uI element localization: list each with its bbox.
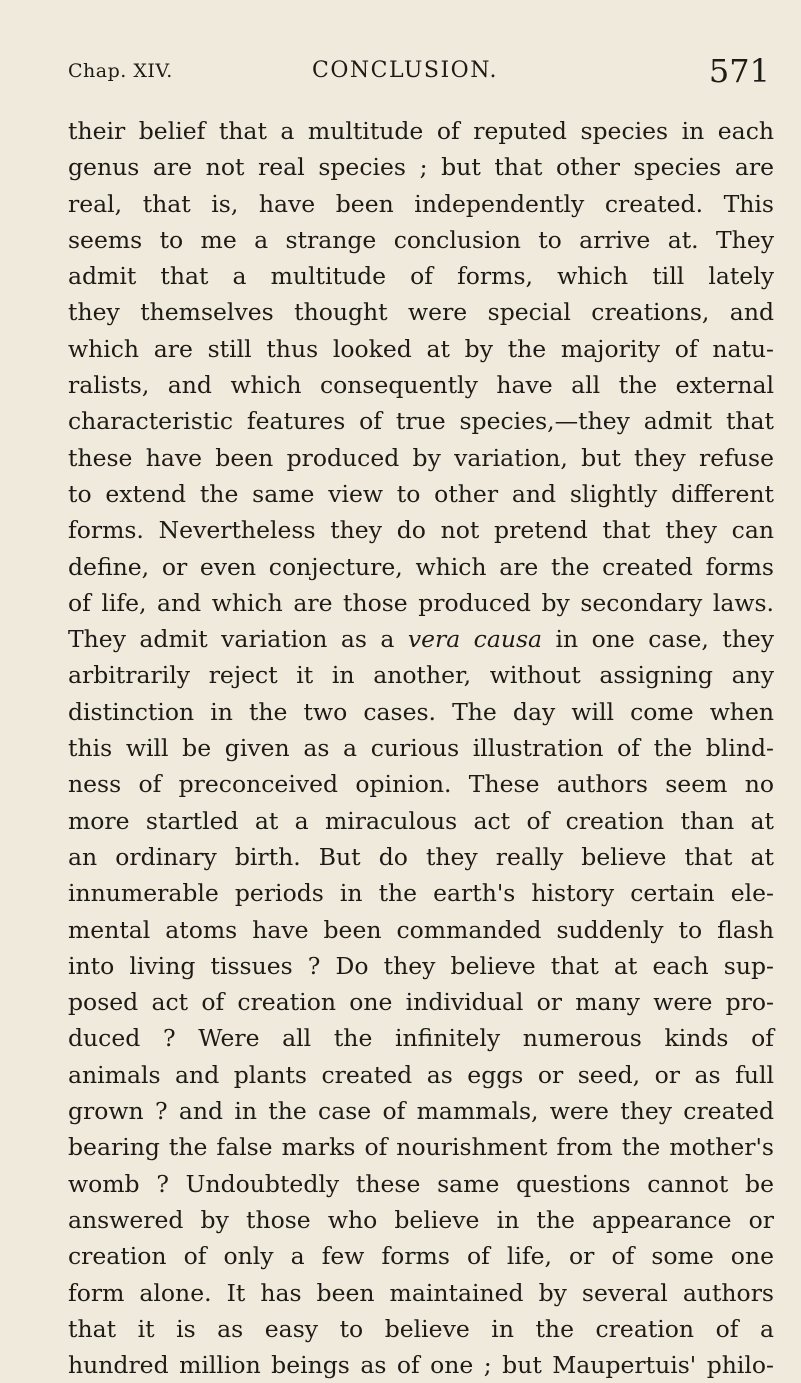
running-header — [68, 52, 770, 92]
text-line: ralists, and which consequently have all the external — [68, 371, 774, 400]
text-line: grown ? and in the case of mammals, were they created — [68, 1097, 774, 1126]
body-text — [68, 113, 774, 1383]
text-line: real, that is, have been independently created. This — [68, 189, 774, 218]
text-line: characteristic features of true species,—they admit that — [68, 407, 774, 436]
chapter-label: Chap. XIV. — [68, 60, 173, 82]
text-line: mental atoms have been commanded suddenly to flash — [68, 915, 774, 944]
text-line: this will be given as a curious illustration of the blind- — [68, 734, 774, 763]
text-line: womb ? Undoubtedly these same questions cannot be — [68, 1169, 774, 1198]
text-line: an ordinary birth. But do they really believe that at — [68, 842, 774, 871]
text-line: bearing the false marks of nourishment from the mother's — [68, 1133, 774, 1162]
text-line: into living tissues ? Do they believe that at each sup- — [68, 951, 774, 980]
text-line: hundred million beings as of one ; but Maupertuis' philo- — [68, 1351, 774, 1380]
text-line: more startled at a miraculous act of creation than at — [68, 806, 774, 835]
text-line: forms. Nevertheless they do not pretend that they can — [68, 516, 774, 545]
text-line: admit that a multitude of forms, which till lately — [68, 262, 774, 291]
text-line: answered by those who believe in the appearance or — [68, 1205, 774, 1234]
text-line: form alone. It has been maintained by several authors — [68, 1278, 774, 1307]
page-number: 571 — [708, 52, 770, 90]
text-line: genus are not real species ; but that other species are — [68, 153, 774, 182]
text-line: seems to me a strange conclusion to arrive at. They — [68, 225, 774, 254]
text-line: which are still thus looked at by the majority of natu- — [68, 334, 774, 363]
text-line: arbitrarily reject it in another, without assigning any — [68, 661, 774, 690]
text-line: their belief that a multitude of reputed species in each — [68, 117, 774, 145]
text-line: animals and plants created as eggs or seed, or as full — [68, 1060, 774, 1089]
text-line: distinction in the two cases. The day will come when — [68, 697, 774, 726]
text-line: posed act of creation one individual or many were pro- — [68, 988, 774, 1017]
text-line: duced ? Were all the infinitely numerous kinds of — [68, 1024, 774, 1053]
italic-phrase: vera causa — [407, 625, 543, 654]
text-line: of life, and which are those produced by secondary laws. — [68, 588, 774, 617]
text-line: innumerable periods in the earth's history certain ele- — [68, 879, 774, 908]
text-line: they themselves thought were special creations, and — [68, 298, 774, 327]
text-line: ness of preconceived opinion. These authors seem no — [68, 770, 774, 799]
text-line: creation of only a few forms of life, or of some one — [68, 1242, 774, 1271]
chapter-title: CONCLUSION. — [312, 58, 499, 83]
text-line: to extend the same view to other and slightly different — [68, 479, 774, 508]
text-line: define, or even conjecture, which are the created forms — [68, 552, 774, 581]
text-line: They admit variation as a vera causa in one case, they — [68, 625, 775, 654]
text-line: that it is as easy to believe in the creation of a — [68, 1314, 774, 1343]
text-line: these have been produced by variation, but they refuse — [68, 443, 774, 472]
